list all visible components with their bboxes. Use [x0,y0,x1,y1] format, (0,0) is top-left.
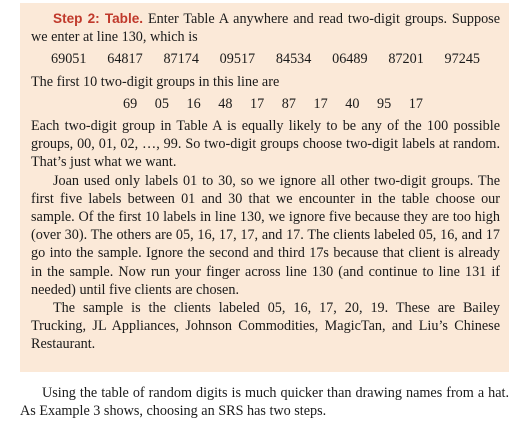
digit-pair: 48 [218,95,233,112]
digit-group: 09517 [219,51,256,68]
digit-pair: 16 [186,95,201,112]
step-intro-text: Enter Table A anywhere and read two-digit groups. Suppose we enter at line 130, which is [31,11,500,46]
first-ten-pairs [123,95,423,113]
digit-pair: 69 [123,95,138,112]
digit-group: 84534 [275,51,312,68]
digit-pair: 17 [250,95,265,112]
sample-paragraph: The sample is the clients labeled 05, 16, 17, 20, 19. These are Bailey Trucking, JL Appliances, Johnson Commodities, MagicTan, and Liu’s Chinese Restaurant. [31,300,500,353]
first-ten-label: The first 10 two-digit groups in this line are [31,73,280,90]
digit-pair: 40 [345,95,360,112]
step-label: Step 2: Table. [53,11,144,26]
digit-group: 87174 [163,51,199,68]
digit-pair: 17 [408,95,423,112]
digit-pair: 05 [154,95,169,112]
step-paragraph [31,10,500,46]
equally-likely-paragraph: Each two-digit group in Table A is equally likely to be any of the 100 possible groups, 00, 01, 02, …, 99. So two-digit groups choose two-digit labels at random. That’s just what we want. [31,118,500,171]
digit-group: 64817 [107,51,143,68]
digit-pair: 17 [313,95,328,112]
line-130-digits [51,50,480,68]
digit-group: 97245 [444,51,480,68]
after-example-paragraph: Using the table of random digits is much quicker than drawing names from a hat. As Example 3 shows, choosing an SRS has two steps. [20,385,509,420]
digit-pair: 95 [377,95,392,112]
joan-paragraph: Joan used only labels 01 to 30, so we ignore all other two-digit groups. The first five labels between 01 and 30 that we encounter in the table choose our sample. Of the first 10 labels in line 130, we ignore five because they are too high (over 30). The others are 05, 16, 17, 17, and 17. The clients labeled 05, 16, and 17 go into the sample. Ignore the second and third 17s because that client is already in the sample. Now run your finger across line 130 (and continue to line 131 if needed) until five clients are chosen. [31,172,500,298]
digit-group: 87201 [388,51,424,68]
digit-pair: 87 [281,95,296,112]
example-box [20,3,509,372]
digit-group: 06489 [332,51,368,68]
digit-group: 69051 [51,51,87,68]
